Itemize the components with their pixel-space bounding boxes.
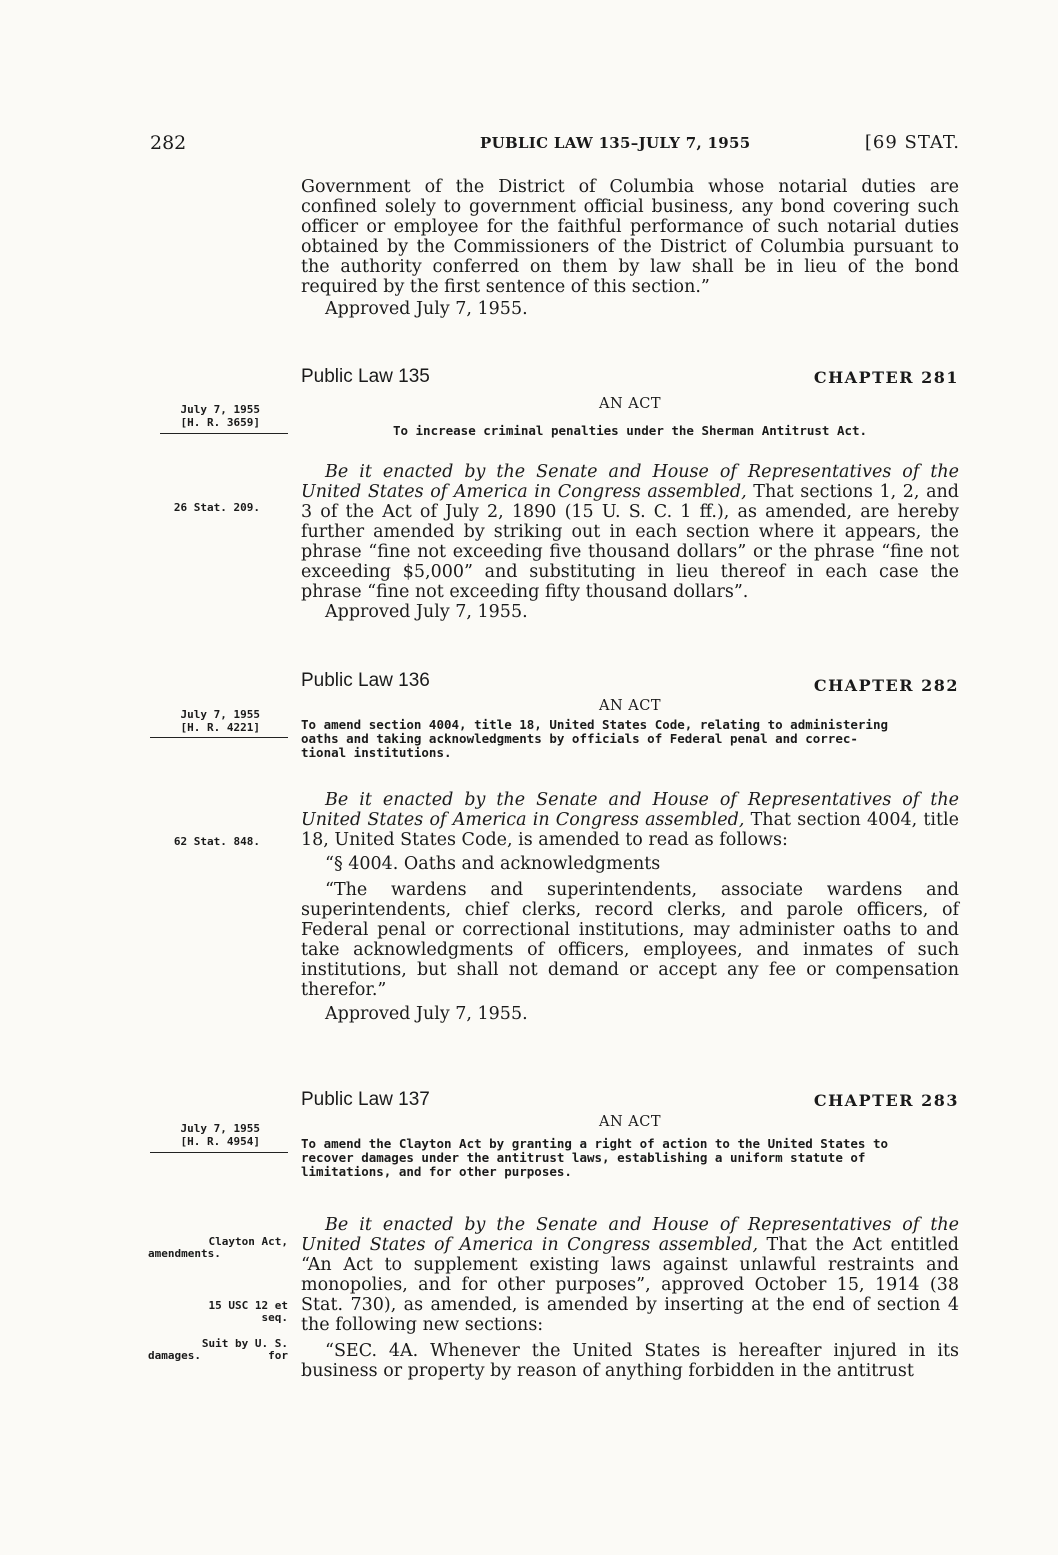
volume-reference: [69 STAT. (864, 132, 960, 153)
approved-line: Approved July 7, 1955. (325, 299, 528, 319)
law-body: That the Act entitled “An Act to supplement existing laws against unlawful restraints and monopolies, and for other purposes”, approved October 15, 1914 (38 Stat. 730), as amended, is amended by inserting at the end of section 4 the following new sections: (301, 1235, 959, 1335)
an-act-label: AN ACT (598, 698, 661, 714)
law-text (301, 790, 959, 1024)
an-act-label: AN ACT (598, 396, 661, 412)
continuation-text: Government of the District of Columbia whose notarial duties are confined solely to government official business, any bond covering such officer or employee for the faithful performance of such notarial duties obtained by the Commissioners of the District of Columbia pursuant to the authority conferred on them by law shall be in lieu of the bond required by the first sentence of this section.” (301, 177, 959, 297)
margin-note: 62 Stat. 848. (173, 835, 260, 848)
margin-bill: [H. R. 4954] (180, 1135, 260, 1148)
act-purpose: To increase criminal penalties under the Sherman Antitrust Act. (392, 423, 868, 438)
margin-note: 26 Stat. 209. (173, 501, 260, 514)
margin-date: July 7, 1955 (180, 403, 260, 416)
purpose-line: To amend section 4004, title 18, United States Code, relating to administering (301, 717, 888, 732)
enacting-clause: Be it enacted by the Senate and House of Representatives of the United States of America in Congress assembled, (301, 1215, 959, 1255)
margin-rule (150, 1152, 288, 1153)
purpose-line: To amend the Clayton Act by granting a right of action to the United States to (301, 1136, 888, 1151)
purpose-line: limitations, and for other purposes. (301, 1164, 572, 1179)
page-number: 282 (150, 132, 187, 154)
enacting-clause: Be it enacted by the Senate and House of Representatives of the United States of America in Congress assembled, (301, 462, 959, 502)
chapter-number: CHAPTER 283 (813, 1091, 959, 1110)
section-text: “The wardens and superintendents, associate wardens and superintendents, chief clerks, record clerks, and parole officers, of Federal penal or correctional institutions, may administer oaths to and take acknowledgments of officers, employees, and inmates of such institutions, but shall not demand or accept any fee or compensation therefor.” (301, 880, 959, 1000)
purpose-line: tional institutions. (301, 745, 452, 760)
chapter-number: CHAPTER 282 (813, 676, 959, 695)
margin-note: amendments. (148, 1247, 221, 1260)
margin-note: Suit by U. S. for (201, 1337, 288, 1362)
margin-bill: [H. R. 4221] (180, 721, 260, 734)
approved-line: Approved July 7, 1955. (325, 1004, 528, 1024)
law-body: That sections 1, 2, and 3 of the Act of July 2, 1890 (15 U. S. C. 1 ff.), as amended, are hereby further amended by striking out in each section where it appears, the phrase “fine not exceeding five thousand dollars” or the phrase “fine not exceeding $5,000” and substituting in lieu thereof in each case the phrase “fine not exceeding fifty thousand dollars”. (301, 482, 959, 602)
an-act-label: AN ACT (598, 1114, 661, 1130)
act-purpose (301, 1137, 977, 1179)
section-heading: “§ 4004. Oaths and acknowledgments (325, 854, 661, 874)
law-heading (301, 366, 959, 392)
margin-rule (160, 433, 288, 434)
public-law-number: Public Law 136 (301, 670, 430, 691)
margin-bill: [H. R. 3659] (180, 416, 260, 429)
public-law-number: Public Law 135 (301, 366, 430, 387)
running-header (150, 132, 960, 162)
law-text (301, 462, 959, 622)
margin-date: July 7, 1955 (180, 1122, 260, 1135)
law-body: That section 4004, title 18, United States Code, is amended to read as follows: (301, 810, 959, 850)
margin-date: July 7, 1955 (180, 708, 260, 721)
law-text (301, 1215, 959, 1381)
purpose-line: recover damages under the antitrust laws, establishing a uniform statute of (301, 1150, 866, 1165)
margin-note: Clayton Act, (208, 1235, 288, 1248)
section-text: “SEC. 4A. Whenever the United States is hereafter injured in its business or property by reason of anything forbidden in the antitrust (301, 1341, 959, 1381)
margin-rule (150, 737, 288, 738)
law-heading (301, 670, 959, 696)
act-purpose (301, 718, 977, 760)
running-title: PUBLIC LAW 135–JULY 7, 1955 (480, 134, 751, 152)
public-law-number: Public Law 137 (301, 1089, 430, 1110)
purpose-line: oaths and taking acknowledgments by officials of Federal penal and correc- (301, 731, 858, 746)
margin-note: damages. (148, 1349, 201, 1362)
enacting-clause: Be it enacted by the Senate and House of Representatives of the United States of America in Congress assembled, (301, 790, 959, 830)
continuation-block (301, 177, 959, 319)
margin-note: 15 USC 12 et seq. (208, 1299, 288, 1324)
law-heading (301, 1089, 959, 1115)
chapter-number: CHAPTER 281 (813, 368, 959, 387)
approved-line: Approved July 7, 1955. (325, 602, 528, 622)
